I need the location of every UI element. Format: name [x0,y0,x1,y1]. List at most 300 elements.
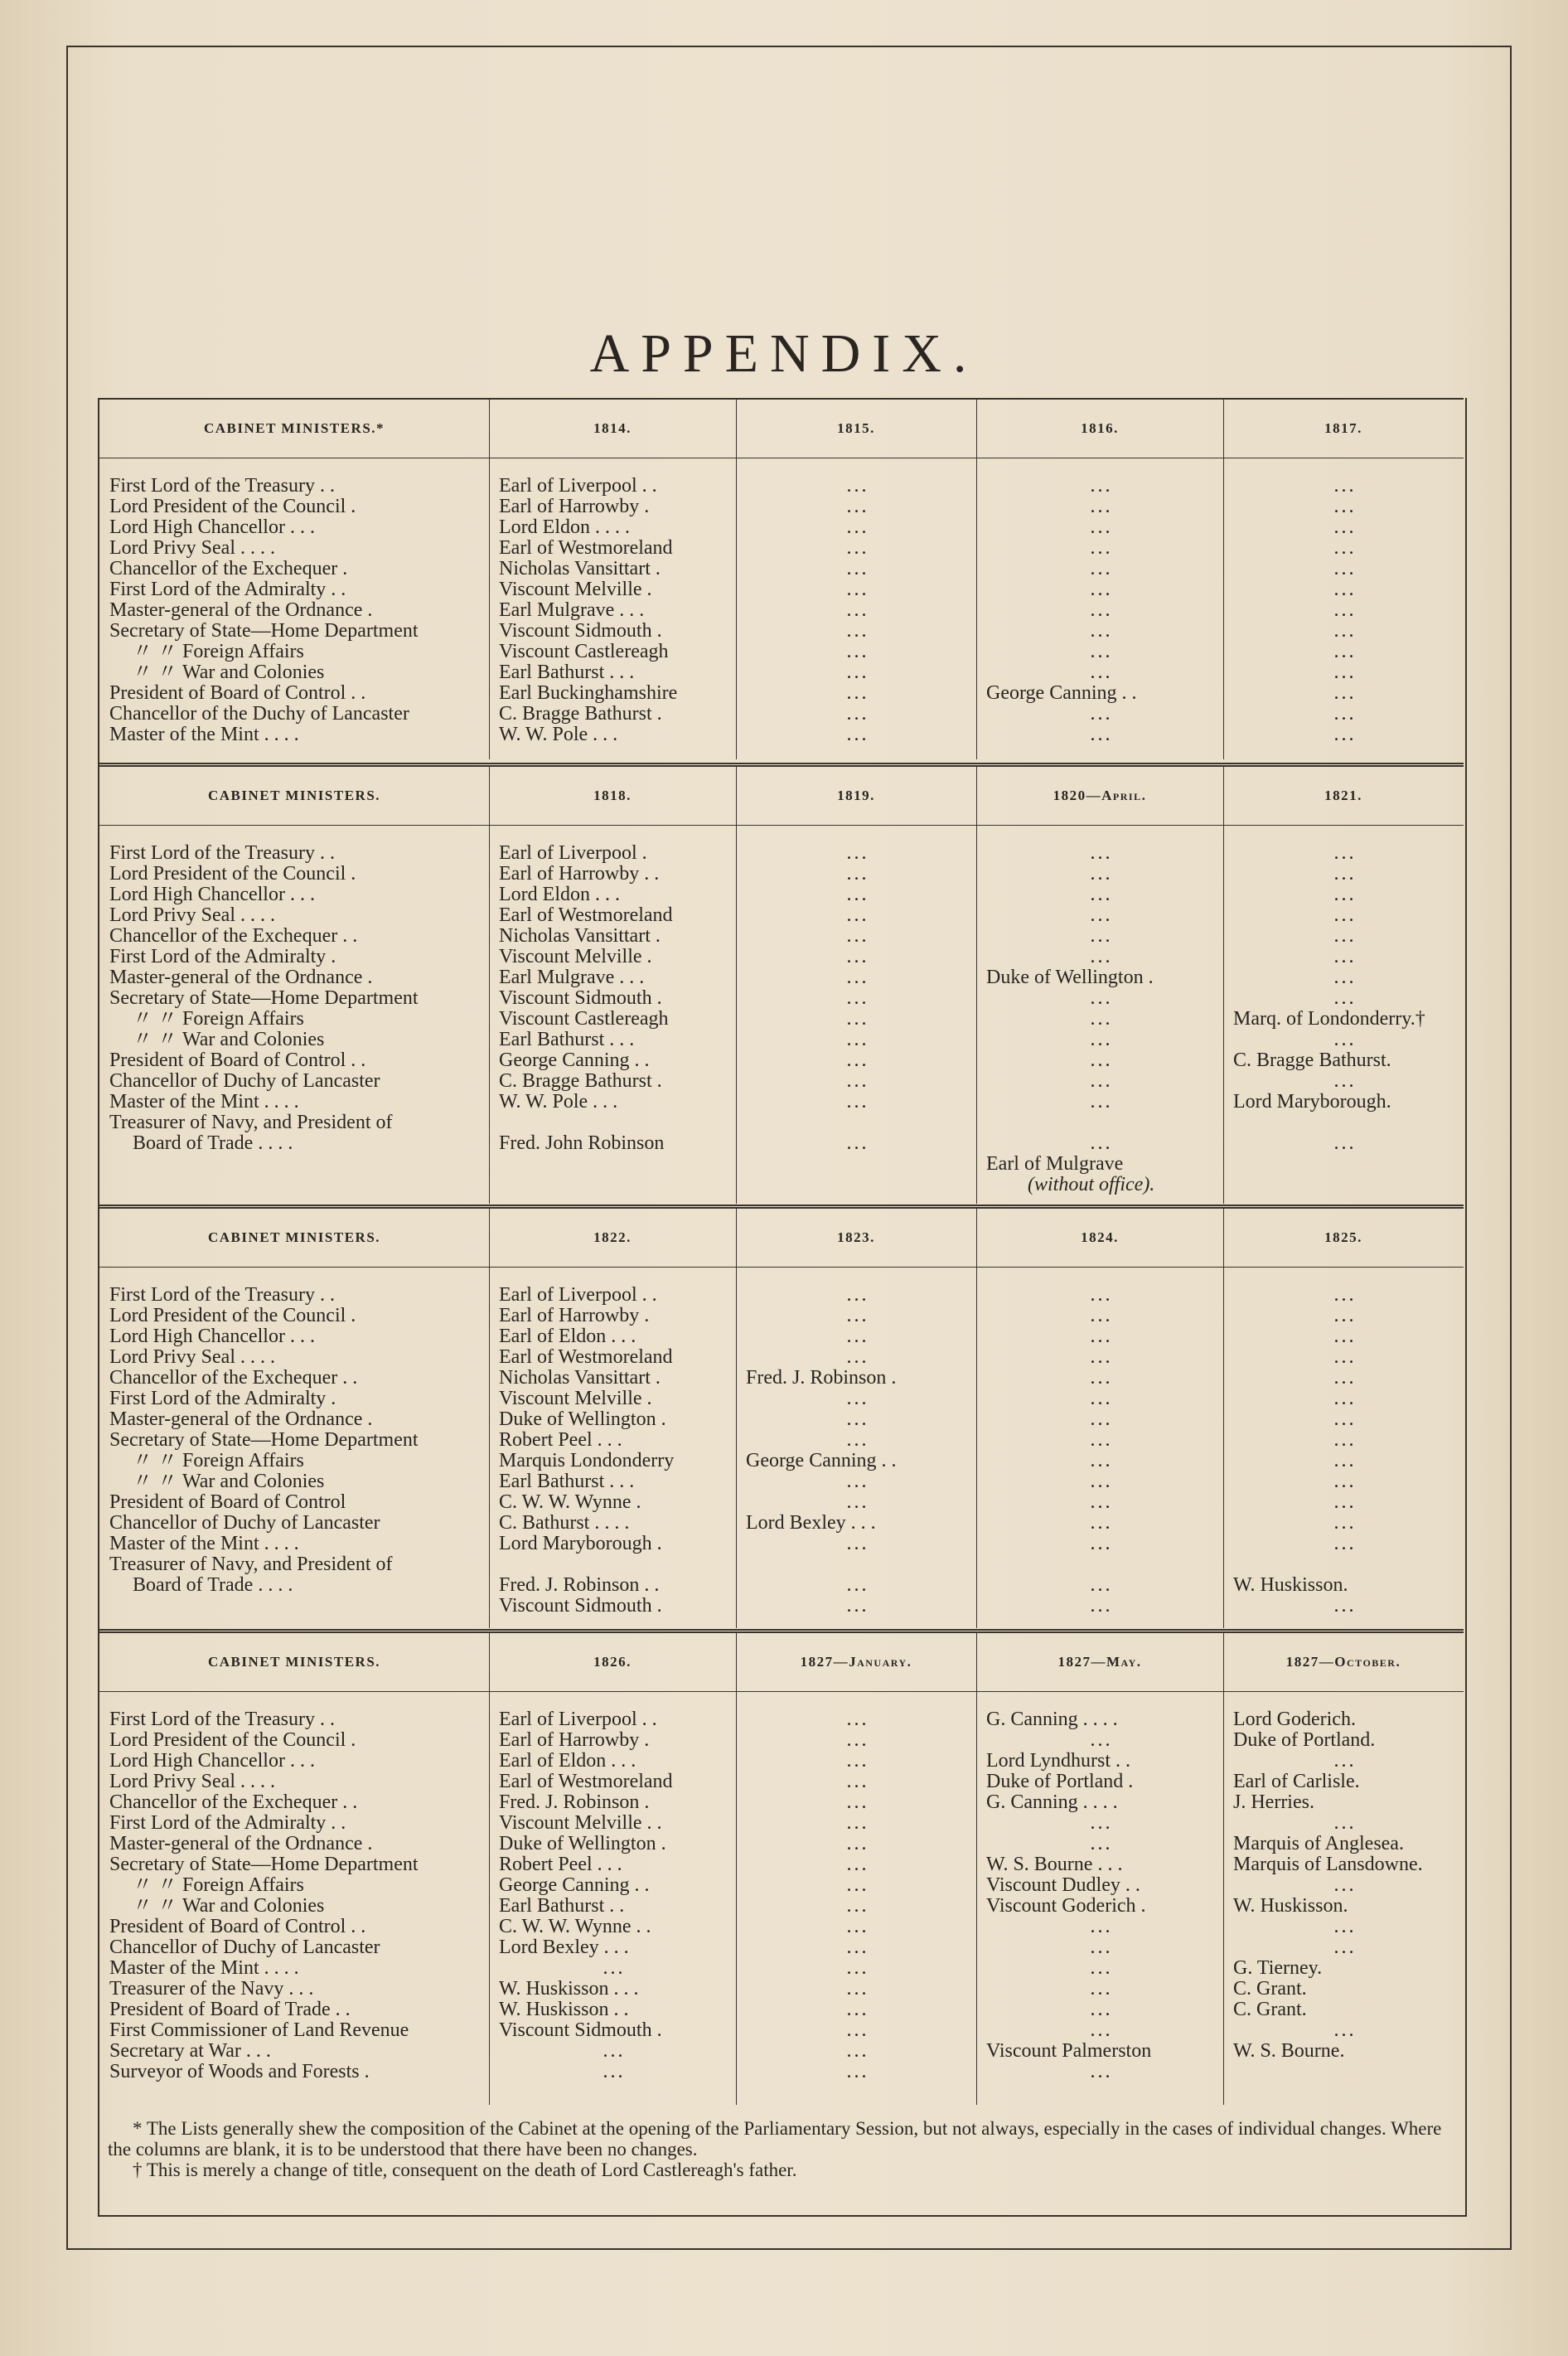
officeholder-cell: ... [1333,579,1357,600]
officeholder-cell: ... [1090,885,1113,905]
minister-office: Chancellor of Duchy of Lancaster [109,1071,380,1092]
minister-office: Secretary of State—Home Department [109,988,419,1009]
officeholder-cell: Earl of Westmoreland [499,538,673,559]
officeholder-cell: ... [846,1030,869,1050]
minister-office: Secretary of State—Home Department [109,1854,419,1875]
officeholder-cell [1233,1554,1457,1575]
officeholder-cell: ... [1333,2020,1357,2041]
minister-office: Lord President of the Council . [109,864,356,885]
officeholder-cell: ... [846,2041,869,2062]
minister-office: First Lord of the Treasury . . [109,1285,335,1306]
officeholder-cell: ... [1333,885,1357,905]
officeholder-cell: Earl Mulgrave . . . [499,600,645,621]
officeholder-cell: ... [1090,926,1113,947]
officeholder-cell: ... [846,1813,869,1834]
officeholder-cell: ... [1090,600,1113,621]
officeholder-cell: ... [1333,1430,1357,1451]
officeholder-cell: W. S. Bourne . . . [986,1854,1123,1875]
officeholder-cell: Duke of Wellington . [499,1409,666,1430]
officeholder-cell: ... [846,843,869,864]
officeholder-cell: ... [846,1306,869,1326]
officeholder-cell: C. Bragge Bathurst . [499,704,662,725]
minister-office: Master-general of the Ordnance . [109,1834,373,1854]
minister-office: Surveyor of Woods and Forests . [109,2062,370,2082]
officeholder-cell: ... [1333,559,1357,579]
column-divider [736,767,737,1204]
officeholder-cell: ... [846,967,869,988]
officeholder-cell: ... [1090,497,1113,517]
officeholder-cell: ... [846,538,869,559]
officeholder-cell: George Canning . . [746,1451,897,1471]
officeholder-cell: ... [1090,2000,1113,2020]
officeholder-cell: ... [846,1492,869,1513]
officeholder-cell [499,1113,729,1133]
officeholder-cell: C. W. W. Wynne . [499,1492,641,1513]
officeholder-cell: ... [1333,1451,1357,1471]
officeholder-cell: Earl of Carlisle. [1233,1772,1360,1792]
officeholder-cell: ... [1090,947,1113,967]
year-column-4 [1233,1285,1457,1617]
officeholder-cell: Duke of Wellington . [499,1834,666,1854]
officeholder-cell: Duke of Portland . [986,1772,1134,1792]
officeholder-cell: C. Grant. [1233,1979,1307,2000]
officeholder-cell: Viscount Sidmouth . [499,2020,662,2041]
officeholder-cell: ... [1333,662,1357,683]
officeholder-cell: George Canning . . [499,1050,650,1071]
officeholder-cell: ... [1333,947,1357,967]
officeholder-cell: ... [1333,1917,1357,1937]
officeholder-cell: ... [603,2041,626,2062]
column-divider [736,1633,737,2105]
column-divider [736,1209,737,1628]
officeholder-cell: ... [1333,497,1357,517]
officeholder-cell: Earl of Liverpool . . [499,1285,657,1306]
officeholder-cell: ... [846,1896,869,1917]
year-column-3 [986,1285,1217,1617]
officeholder-cell: Fred. John Robinson [499,1133,665,1154]
officeholder-cell: Earl Bathurst . . [499,1896,625,1917]
minister-office: 〃 〃 Foreign Affairs [133,1009,304,1030]
officeholder-cell: J. Herries. [1233,1792,1314,1813]
minister-office: Board of Trade . . . . [133,1133,293,1154]
minister-office: Master-general of the Ordnance . [109,1409,373,1430]
officeholder-cell: ... [846,864,869,885]
officeholder-cell: ... [846,1917,869,1937]
officeholder-cell: ... [846,1409,869,1430]
officeholder-cell: Viscount Melville . . [499,1813,662,1834]
officeholder-cell: Duke of Portland. [1233,1730,1376,1751]
officeholder-cell: ... [1090,579,1113,600]
officeholder-cell: Earl Bathurst . . . [499,1030,635,1050]
officeholder-cell: ... [846,885,869,905]
minister-office: Treasurer of the Navy . . . [109,1979,314,2000]
officeholder-cell: Fred. J. Robinson . [499,1792,650,1813]
officeholder-cell [1233,1113,1457,1133]
officeholder-cell: ... [1090,1979,1113,2000]
officeholder-cell: ... [846,1092,869,1113]
officeholder-cell: Earl of Mulgrave [986,1154,1124,1175]
officeholder-cell: Viscount Melville . [499,1389,652,1409]
officeholder-cell: Lord Eldon . . . . [499,517,630,538]
year-column-1 [499,476,729,745]
officeholder-cell: Earl of Westmoreland [499,1347,673,1368]
officeholder-cell: ... [846,1285,869,1306]
year-column-4 [1233,843,1457,1154]
officeholder-cell: Nicholas Vansittart . [499,1368,661,1389]
officeholder-cell: ... [846,1534,869,1554]
minister-office: Master of the Mint . . . . [109,1534,299,1554]
minister-office: 〃 〃 War and Colonies [133,1030,325,1050]
column-divider [736,400,737,759]
minister-office: 〃 〃 Foreign Affairs [133,1451,304,1471]
officeholder-cell: ... [846,1834,869,1854]
officeholder-cell: Viscount Melville . [499,579,652,600]
officeholder-cell: ... [1090,1326,1113,1347]
officeholder-cell: ... [1090,843,1113,864]
officeholder-cell: ... [846,1792,869,1813]
officeholder-cell [986,1554,1217,1575]
officeholder-cell: C. Bragge Bathurst. [1233,1050,1391,1071]
table-header-row [99,1633,1464,1692]
column-divider [1223,1209,1224,1628]
officeholder-cell: W. Huskisson . . [499,2000,629,2020]
officeholder-cell: Earl of Harrowby . [499,1730,650,1751]
officeholder-cell: ... [1333,1751,1357,1772]
officeholder-cell: W. Huskisson. [1233,1575,1348,1596]
header-year: 1825. [1324,1229,1362,1245]
column-divider [976,1633,977,2105]
header-year: 1816. [1081,420,1119,436]
officeholder-cell: ... [1333,1409,1357,1430]
officeholder-cell: ... [1333,1326,1357,1347]
minister-office: 〃 〃 War and Colonies [133,1471,325,1492]
column-divider [1223,400,1224,759]
officeholder-cell: Nicholas Vansittart . [499,926,661,947]
officeholder-cell: ... [1090,538,1113,559]
officeholder-cell: ... [846,683,869,704]
header-cabinet-ministers: CABINET MINISTERS. [207,1654,381,1670]
officeholder-cell: W. W. Pole . . . [499,725,618,745]
officeholder-cell: ... [1333,1133,1357,1154]
officeholder-cell: Nicholas Vansittart . [499,559,661,579]
table-header-row [99,1209,1464,1268]
officeholder-cell: ... [1090,642,1113,662]
officeholder-cell: ... [1090,1071,1113,1092]
officeholder-cell: ... [1090,704,1113,725]
minister-office: First Lord of the Admiralty . [109,947,336,967]
officeholder-cell: C. Bragge Bathurst . [499,1071,662,1092]
officeholder-cell: ... [1090,517,1113,538]
officeholder-cell: ... [1090,1937,1113,1958]
officeholder-cell: Viscount Melville . [499,947,652,967]
header-year: 1827—January. [800,1654,912,1670]
officeholder-cell: ... [1090,1050,1113,1071]
minister-office: Lord President of the Council . [109,1730,356,1751]
table-header-row [99,400,1464,458]
minister-office: Master of the Mint . . . . [109,1092,299,1113]
officeholder-cell: Viscount Palmerston [986,2041,1152,2062]
header-cabinet-ministers: CABINET MINISTERS. [207,1229,381,1245]
column-divider [489,767,490,1204]
officeholder-cell: ... [1090,1409,1113,1430]
officeholder-cell: ... [1333,1471,1357,1492]
officeholder-cell: ... [1090,1368,1113,1389]
officeholder-cell: Lord Maryborough. [1233,1092,1391,1113]
officeholder-cell: ... [1333,600,1357,621]
officeholder-cell: ... [1090,1306,1113,1326]
officeholder-cell: W. S. Bourne. [1233,2041,1345,2062]
officeholder-cell: W. Huskisson . . . [499,1979,639,2000]
officeholder-cell: Earl Mulgrave . . . [499,967,645,988]
year-column-1 [499,1285,729,1617]
officeholder-cell: ... [1090,1534,1113,1554]
officeholder-cell: ... [846,1430,869,1451]
table-header-row [99,767,1464,826]
minister-office: President of Board of Control . . [109,683,366,704]
cabinet-table-4 [99,1629,1464,2110]
officeholder-cell: Viscount Dudley . . [986,1875,1140,1896]
officeholder-cell: ... [1333,476,1357,497]
officeholder-cell: ... [846,600,869,621]
minister-office: First Lord of the Treasury . . [109,1709,335,1730]
officeholder-cell: ... [1333,1071,1357,1092]
officeholder-cell: ... [846,1347,869,1368]
cabinet-table-3 [99,1205,1464,1633]
officeholder-cell: ... [1090,905,1113,926]
officeholder-cell: ... [1333,683,1357,704]
header-year: 1817. [1324,420,1362,436]
header-year: 1823. [837,1229,875,1245]
officeholder-cell: ... [1333,1030,1357,1050]
header-year: 1827—May. [1057,1654,1142,1670]
officeholder-cell: ... [846,2062,869,2082]
officeholder-cell: ... [1090,1596,1113,1617]
officeholder-cell: ... [1090,1347,1113,1368]
officeholder-cell: ... [846,1596,869,1617]
officeholder-cell: Earl Bathurst . . . [499,1471,635,1492]
officeholder-cell: ... [846,1471,869,1492]
officeholder-cell: ... [846,1751,869,1772]
officeholder-cell: Lord Bexley . . . [746,1513,876,1534]
footnotes [108,2118,1450,2180]
officeholder-cell: Lord Goderich. [1233,1709,1356,1730]
minister-office: Secretary of State—Home Department [109,621,419,642]
minister-office: Master of the Mint . . . . [109,725,299,745]
column-divider [976,767,977,1204]
officeholder-cell: ... [1333,1389,1357,1409]
officeholder-cell: Earl of Liverpool . [499,843,647,864]
officeholder-cell: ... [846,1937,869,1958]
header-cabinet-ministers: CABINET MINISTERS.* [203,420,385,436]
officeholder-cell: ... [1333,1937,1357,1958]
officeholder-cell: ... [1090,1917,1113,1937]
officeholder-cell: ... [846,1854,869,1875]
officeholder-cell: Duke of Wellington . [986,967,1154,988]
officeholder-cell: C. Grant. [1233,2000,1307,2020]
cabinet-table-2 [99,763,1464,1209]
header-year: 1814. [593,420,632,436]
minister-office: 〃 〃 Foreign Affairs [133,1875,304,1896]
minister-office: 〃 〃 Foreign Affairs [133,642,304,662]
officeholder-cell: ... [846,1875,869,1896]
minister-office: Treasurer of Navy, and President of [109,1554,393,1575]
header-year: 1819. [837,788,875,803]
officeholder-cell: Fred. J. Robinson . . [499,1575,660,1596]
officeholder-cell: Earl of Harrowby . [499,497,650,517]
ministers-column [99,843,487,1154]
officeholder-cell: ... [846,559,869,579]
minister-office: Chancellor of Duchy of Lancaster [109,1937,380,1958]
officeholder-cell: W. W. Pole . . . [499,1092,618,1113]
officeholder-cell: ... [1333,905,1357,926]
officeholder-cell: ... [846,662,869,683]
column-divider [976,400,977,759]
officeholder-cell: Earl Buckinghamshire [499,683,678,704]
year-column-3 [986,843,1217,1195]
minister-office: Secretary at War . . . [109,2041,271,2062]
officeholder-cell: ... [846,1389,869,1409]
officeholder-cell: ... [846,2000,869,2020]
officeholder-cell: ... [846,497,869,517]
officeholder-cell: ... [1333,988,1357,1009]
minister-office: Treasurer of Navy, and President of [109,1113,393,1133]
officeholder-cell: Robert Peel . . . [499,1430,622,1451]
officeholder-cell: ... [1333,1534,1357,1554]
officeholder-cell: ... [1333,538,1357,559]
officeholder-cell: ... [1333,1306,1357,1326]
officeholder-cell: Earl of Eldon . . . [499,1751,636,1772]
officeholder-cell: ... [1090,1834,1113,1854]
officeholder-cell [499,1554,729,1575]
cabinet-table-1 [99,398,1464,764]
header-year: 1824. [1081,1229,1119,1245]
officeholder-cell: ... [846,988,869,1009]
officeholder-cell: ... [1090,1730,1113,1751]
header-cabinet-ministers: CABINET MINISTERS. [207,788,381,803]
officeholder-cell: Marquis of Anglesea. [1233,1834,1404,1854]
ministers-column [99,1285,487,1596]
minister-office: Chancellor of Duchy of Lancaster [109,1513,380,1534]
officeholder-cell: ... [1333,621,1357,642]
officeholder-cell: ... [1333,864,1357,885]
officeholder-cell [1233,2062,1457,2082]
year-column-2 [746,1285,970,1617]
officeholder-cell: ... [846,1575,869,1596]
minister-office: Lord High Chancellor . . . [109,1326,315,1347]
officeholder-cell: ... [846,1772,869,1792]
officeholder-cell: ... [1333,1596,1357,1617]
minister-office: President of Board of Control [109,1492,346,1513]
officeholder-cell: ... [1090,1009,1113,1030]
minister-office: President of Board of Trade . . [109,2000,351,2020]
officeholder-cell: Viscount Sidmouth . [499,1596,662,1617]
header-year: 1827—October. [1285,1654,1401,1670]
officeholder-cell: ... [1333,1347,1357,1368]
officeholder-cell: ... [1333,1285,1357,1306]
minister-office: Master-general of the Ordnance . [109,967,373,988]
officeholder-cell: ... [846,621,869,642]
officeholder-cell: ... [1090,2020,1113,2041]
officeholder-cell: ... [1333,517,1357,538]
officeholder-cell: ... [1090,621,1113,642]
column-divider [976,1209,977,1628]
minister-office: Board of Trade . . . . [133,1575,293,1596]
officeholder-cell: ... [846,1050,869,1071]
minister-office: Secretary of State—Home Department [109,1430,419,1451]
year-column-1 [499,1709,729,2082]
officeholder-cell: ... [1333,725,1357,745]
officeholder-cell: ... [1090,1092,1113,1113]
minister-office: Chancellor of the Exchequer . . [109,1792,358,1813]
year-column-3 [986,1709,1217,2082]
officeholder-cell: ... [846,1326,869,1347]
year-column-3 [986,476,1217,745]
officeholder-cell: Viscount Goderich . [986,1896,1146,1917]
header-year: 1815. [837,420,875,436]
column-divider [489,400,490,759]
officeholder-cell: ... [1090,1430,1113,1451]
footnote-dagger: † This is merely a change of title, consequent on the death of Lord Castlereagh's father. [133,2160,797,2180]
officeholder-cell: ... [1090,1492,1113,1513]
officeholder-cell: ... [846,1009,869,1030]
officeholder-cell: Earl of Liverpool . . [499,476,657,497]
officeholder-cell: ... [846,1071,869,1092]
column-divider [1223,767,1224,1204]
officeholder-cell: Fred. J. Robinson . [746,1368,897,1389]
officeholder-cell: ... [846,905,869,926]
officeholder-cell: ... [1090,864,1113,885]
footnote-asterisk: * The Lists generally shew the composition of the Cabinet at the opening of the Parliamentary Session, but not always, especially in the cases of individual changes. Where the columns are blank, it is to be understood that there have been no changes. [108,2118,1442,2160]
officeholder-cell: ... [1090,559,1113,579]
officeholder-cell: ... [1090,1575,1113,1596]
minister-office: Master of the Mint . . . . [109,1958,299,1979]
officeholder-cell: George Canning . . [986,683,1137,704]
officeholder-cell: ... [846,517,869,538]
officeholder-cell: G. Tierney. [1233,1958,1323,1979]
minister-office: Lord Privy Seal . . . . [109,538,275,559]
minister-office: Lord Privy Seal . . . . [109,1772,275,1792]
officeholder-cell: ... [1090,1133,1113,1154]
officeholder-cell [746,1113,970,1133]
officeholder-cell: Earl Bathurst . . . [499,662,635,683]
officeholder-cell [986,1113,1217,1133]
year-column-4 [1233,476,1457,745]
officeholder-cell: ... [1090,1451,1113,1471]
officeholder-cell: Marquis Londonderry [499,1451,675,1471]
officeholder-cell: Lord Maryborough . [499,1534,662,1554]
year-column-2 [746,476,970,745]
officeholder-cell: George Canning . . [499,1875,650,1896]
officeholder-cell: Viscount Castlereagh [499,642,669,662]
officeholder-cell: ... [846,704,869,725]
header-year: 1818. [593,788,632,803]
officeholder-cell: Earl of Harrowby . . [499,864,660,885]
officeholder-cell: ... [1333,1875,1357,1896]
minister-office: Master-general of the Ordnance . [109,600,373,621]
minister-office: 〃 〃 War and Colonies [133,662,325,683]
officeholder-cell: ... [846,476,869,497]
officeholder-cell: ... [1333,1813,1357,1834]
minister-office: Lord High Chancellor . . . [109,1751,315,1772]
minister-office: President of Board of Control . . [109,1050,366,1071]
year-column-1 [499,843,729,1154]
officeholder-cell: ... [846,642,869,662]
officeholder-cell: ... [1333,926,1357,947]
officeholder-cell: ... [1090,1513,1113,1534]
officeholder-cell: ... [1090,988,1113,1009]
year-column-2 [746,1709,970,2082]
header-year: 1826. [593,1654,632,1670]
